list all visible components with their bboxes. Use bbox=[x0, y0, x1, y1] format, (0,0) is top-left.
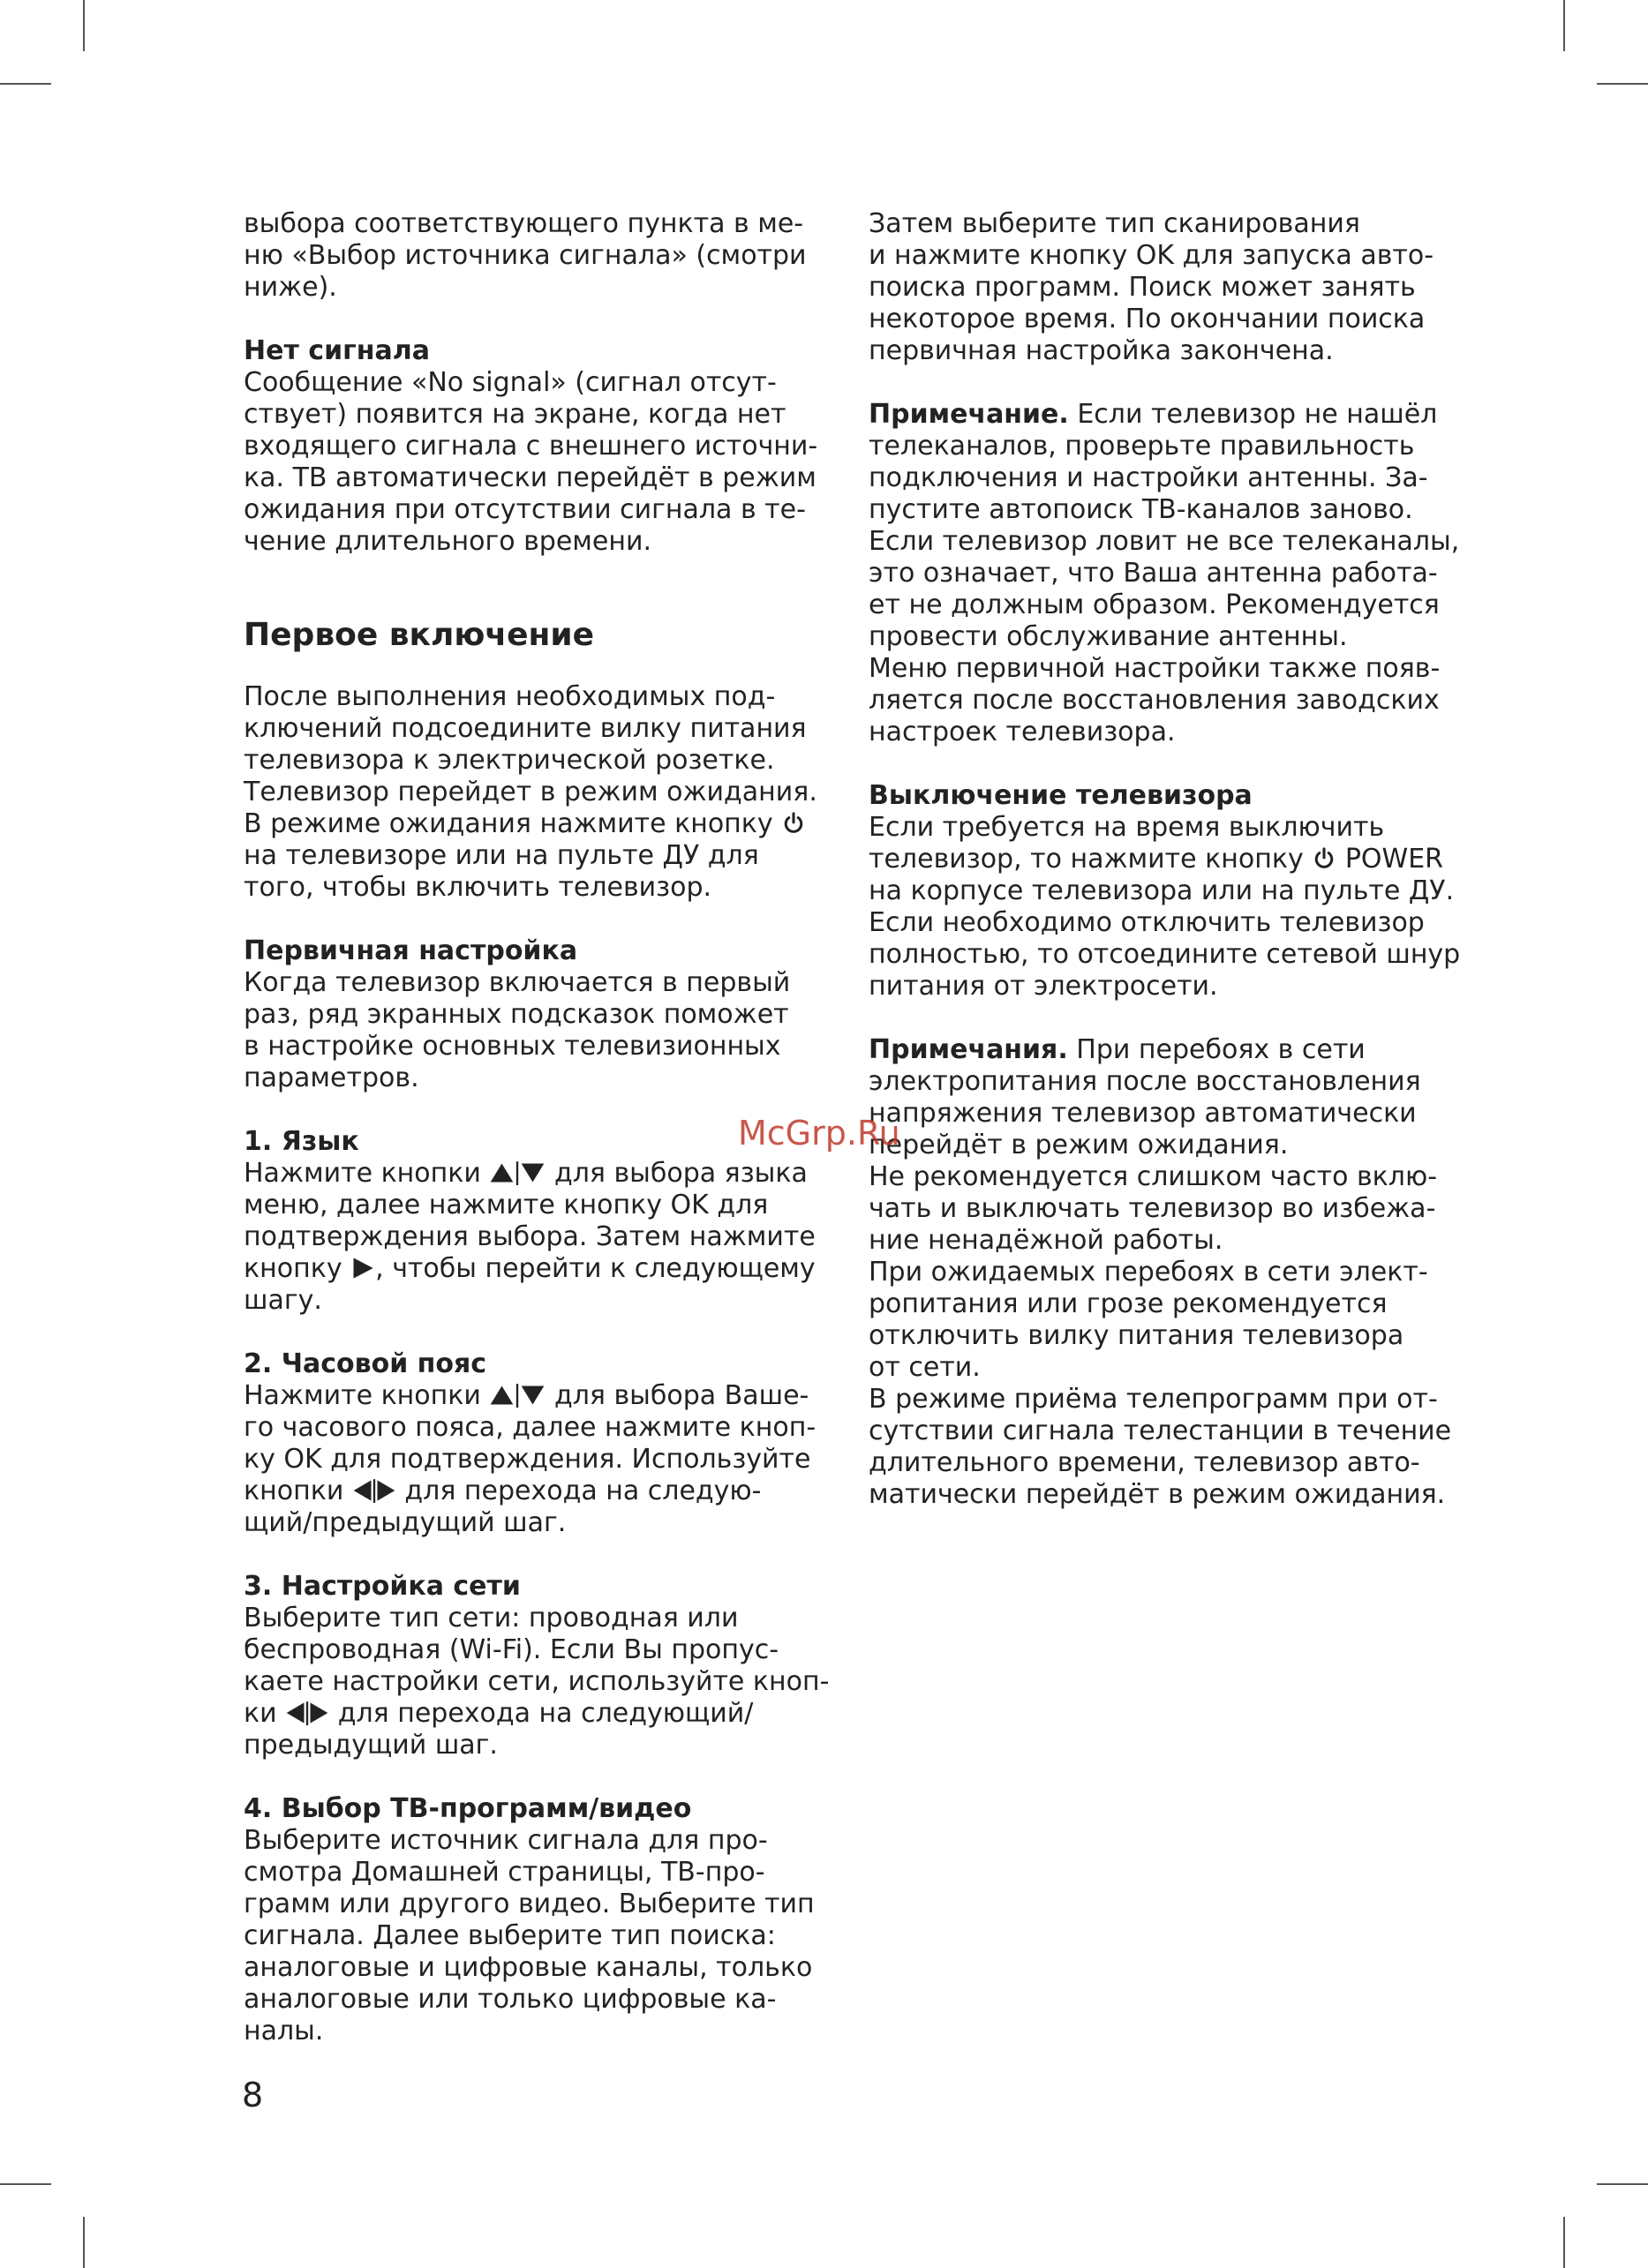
section-language bbox=[244, 1126, 826, 1317]
section-timezone bbox=[244, 1348, 826, 1539]
section-heading: 3. Настройка сети bbox=[244, 1571, 521, 1602]
text-line: некоторое время. По окончании поиска bbox=[869, 304, 1426, 334]
crop-mark bbox=[1597, 2183, 1648, 2185]
text-line: и нажмите кнопку OK для запуска авто- bbox=[869, 240, 1434, 271]
text-line: щий/предыдущий шаг. bbox=[244, 1507, 567, 1538]
section-tv-select bbox=[244, 1793, 826, 2047]
text-line: го часового пояса, далее нажмите кноп- bbox=[244, 1412, 816, 1443]
text-line: ню «Выбор источника сигнала» (смотри bbox=[244, 240, 807, 271]
text-line: перейдёт в режим ожидания. bbox=[869, 1130, 1289, 1160]
crop-mark bbox=[0, 2183, 51, 2185]
text-line: ключений подсоедините вилку питания bbox=[244, 713, 807, 744]
text-line: это означает, что Ваша антенна работа- bbox=[869, 558, 1438, 589]
text-line: При ожидаемых перебоях в сети элект- bbox=[869, 1257, 1428, 1288]
text-line: ку OK для подтверждения. Используйте bbox=[244, 1444, 811, 1475]
text-fragment: кнопки bbox=[244, 1476, 344, 1506]
text-line: В режиме приёма телепрограмм при от- bbox=[869, 1384, 1438, 1415]
text-line: Выберите источник сигнала для про- bbox=[244, 1825, 768, 1856]
text-line: меню, далее нажмите кнопку OK для bbox=[244, 1190, 769, 1220]
text-line: подключения и настройки антенны. За- bbox=[869, 462, 1428, 493]
text-line bbox=[244, 1253, 826, 1285]
text-line: сигнала. Далее выберите тип поиска: bbox=[244, 1920, 776, 1951]
text-line: полностью, то отсоедините сетевой шнур bbox=[869, 939, 1461, 970]
text-fragment: кнопку bbox=[244, 1253, 342, 1284]
crop-mark bbox=[0, 83, 51, 85]
text-line: ет не должным образом. Рекомендуется bbox=[869, 590, 1440, 620]
text-fragment: телевизор, то нажмите кнопку bbox=[869, 844, 1304, 875]
text-line: сутствии сигнала телестанции в течение bbox=[869, 1416, 1452, 1446]
crop-mark bbox=[83, 0, 85, 51]
text-line: ка. ТВ автоматически перейдёт в режим bbox=[244, 462, 816, 493]
text-line: смотра Домашней страницы, ТВ-про- bbox=[244, 1857, 765, 1888]
right-column bbox=[869, 208, 1478, 1511]
section-power-off bbox=[869, 780, 1478, 1003]
text-line: налы. bbox=[244, 2016, 324, 2046]
text-line: первичная настройка закончена. bbox=[869, 335, 1334, 366]
text-fragment: В режиме ожидания нажмите кнопку bbox=[244, 808, 773, 839]
text-line bbox=[244, 1158, 826, 1190]
text-line: телевизора к электрической розетке. bbox=[244, 745, 775, 776]
text-fragment: Нажмите кнопки bbox=[244, 1158, 481, 1189]
text-line: провести обслуживание антенны. bbox=[869, 621, 1348, 652]
text-line: питания от электросети. bbox=[869, 971, 1218, 1002]
text-line: матически перейдёт в режим ожидания. bbox=[869, 1479, 1446, 1510]
section-heading: Нет сигнала bbox=[244, 335, 430, 366]
text-line: ниже). bbox=[244, 272, 337, 303]
text-line: отключить вилку питания телевизора bbox=[869, 1320, 1404, 1351]
text-line bbox=[244, 1380, 826, 1412]
text-line: Когда телевизор включается в первый bbox=[244, 967, 791, 998]
left-right-arrows-icon bbox=[352, 1478, 396, 1503]
text-line: Если необходимо отключить телевизор bbox=[869, 907, 1425, 938]
text-line: беспроводная (Wi-Fi). Если Вы пропус- bbox=[244, 1634, 779, 1665]
text-fragment: для перехода на следую- bbox=[404, 1476, 762, 1506]
up-down-arrows-icon bbox=[489, 1383, 546, 1408]
crop-mark bbox=[1563, 0, 1565, 51]
crop-mark bbox=[1597, 83, 1648, 85]
text-fragment: для выбора языка bbox=[553, 1158, 808, 1189]
text-fragment: Если телевизор не нашёл bbox=[1068, 399, 1438, 430]
text-line: длительного времени, телевизор авто- bbox=[869, 1447, 1420, 1478]
text-line bbox=[869, 1034, 1478, 1066]
section-first-power-on bbox=[244, 681, 826, 904]
text-line: Затем выберите тип сканирования bbox=[869, 208, 1360, 239]
note-paragraph bbox=[869, 399, 1478, 748]
intro-paragraph bbox=[244, 208, 826, 304]
text-line: настроек телевизора. bbox=[869, 717, 1176, 747]
text-line: поиска программ. Поиск может занять bbox=[869, 272, 1416, 303]
right-arrow-icon bbox=[350, 1256, 375, 1280]
section-heading: Выключение телевизора bbox=[869, 780, 1253, 811]
scan-paragraph bbox=[869, 208, 1478, 367]
text-line: Сообщение «No signal» (сигнал отсут- bbox=[244, 367, 777, 398]
text-fragment: ки bbox=[244, 1698, 277, 1729]
page-number: 8 bbox=[242, 2076, 264, 2114]
text-fragment: При перебоях в сети bbox=[1067, 1034, 1366, 1065]
left-right-arrows-icon bbox=[285, 1701, 329, 1725]
text-line bbox=[869, 399, 1478, 431]
text-line: Если требуется на время выключить bbox=[869, 812, 1385, 843]
text-line: раз, ряд экранных подсказок поможет bbox=[244, 999, 789, 1030]
text-line: ожидания при отсутствии сигнала в те- bbox=[244, 494, 806, 525]
note-label: Примечание. bbox=[869, 399, 1069, 430]
text-line: Если телевизор ловит не все телеканалы, bbox=[869, 526, 1460, 557]
text-line: выбора соответствующего пункта в ме- bbox=[244, 208, 804, 239]
text-line: предыдущий шаг. bbox=[244, 1730, 498, 1761]
text-line: напряжения телевизор автоматически bbox=[869, 1098, 1417, 1129]
text-line: грамм или другого видео. Выберите тип bbox=[244, 1889, 815, 1919]
text-fragment: POWER bbox=[1344, 844, 1443, 875]
text-fragment: Нажмите кнопки bbox=[244, 1380, 481, 1411]
notes-paragraph bbox=[869, 1034, 1478, 1511]
text-line: параметров. bbox=[244, 1063, 419, 1093]
text-line: на телевизоре или на пульте ДУ для bbox=[244, 840, 759, 871]
text-line: чать и выключать телевизор во избежа- bbox=[869, 1193, 1436, 1224]
power-icon bbox=[781, 811, 806, 836]
text-line: электропитания после восстановления bbox=[869, 1066, 1421, 1097]
section-network bbox=[244, 1571, 830, 1761]
text-line: Выберите тип сети: проводная или bbox=[244, 1603, 739, 1633]
text-line: каете настройки сети, используйте кноп- bbox=[244, 1666, 830, 1697]
section-no-signal bbox=[244, 335, 826, 558]
text-line: Не рекомендуется слишком часто вклю- bbox=[869, 1161, 1438, 1192]
text-line: подтверждения выбора. Затем нажмите bbox=[244, 1221, 816, 1252]
section-heading: 4. Выбор ТВ-программ/видео bbox=[244, 1793, 692, 1824]
text-line bbox=[244, 1698, 826, 1730]
text-line: Меню первичной настройки также появ- bbox=[869, 653, 1441, 684]
section-heading: 1. Язык bbox=[244, 1126, 359, 1157]
text-line bbox=[244, 808, 826, 840]
text-line: ние ненадёжной работы. bbox=[869, 1225, 1223, 1256]
text-line: пустите автопоиск ТВ-каналов заново. bbox=[869, 494, 1413, 525]
text-line: После выполнения необходимых под- bbox=[244, 681, 776, 712]
section-heading: 2. Часовой пояс bbox=[244, 1348, 487, 1379]
crop-mark bbox=[1563, 2217, 1565, 2268]
text-line: ропитания или грозе рекомендуется bbox=[869, 1288, 1388, 1319]
text-line: Телевизор перейдет в режим ожидания. bbox=[244, 777, 817, 807]
text-line: аналоговые и цифровые каналы, только bbox=[244, 1952, 813, 1983]
watermark: McGrp.Ru bbox=[738, 1114, 900, 1153]
up-down-arrows-icon bbox=[489, 1160, 546, 1185]
text-line: ляется после восстановления заводских bbox=[869, 685, 1440, 716]
text-line: того, чтобы включить телевизор. bbox=[244, 872, 712, 903]
text-line: аналоговые или только цифровые ка- bbox=[244, 1984, 777, 2015]
text-line: от сети. bbox=[869, 1352, 981, 1383]
section-heading: Первичная настройка bbox=[244, 935, 578, 966]
section-initial-setup bbox=[244, 935, 826, 1094]
text-line: ствует) появится на экране, когда нет bbox=[244, 399, 786, 430]
text-line: телеканалов, проверьте правильность bbox=[869, 431, 1415, 462]
note-label: Примечания. bbox=[869, 1034, 1068, 1065]
text-line: чение длительного времени. bbox=[244, 526, 652, 557]
text-fragment: для перехода на следующий/ bbox=[337, 1698, 754, 1729]
text-fragment: для выбора Ваше- bbox=[553, 1380, 809, 1411]
text-line bbox=[244, 1476, 826, 1507]
crop-mark bbox=[83, 2217, 85, 2268]
text-line: в настройке основных телевизионных bbox=[244, 1031, 781, 1062]
text-line: шагу. bbox=[244, 1285, 322, 1316]
text-line bbox=[869, 844, 1478, 875]
text-line: на корпусе телевизора или на пульте ДУ. bbox=[869, 875, 1455, 906]
text-line: входящего сигнала с внешнего источни- bbox=[244, 431, 818, 462]
power-icon bbox=[1312, 846, 1336, 871]
text-fragment: , чтобы перейти к следующему bbox=[375, 1253, 816, 1284]
page-title: Первое включение bbox=[244, 617, 595, 653]
